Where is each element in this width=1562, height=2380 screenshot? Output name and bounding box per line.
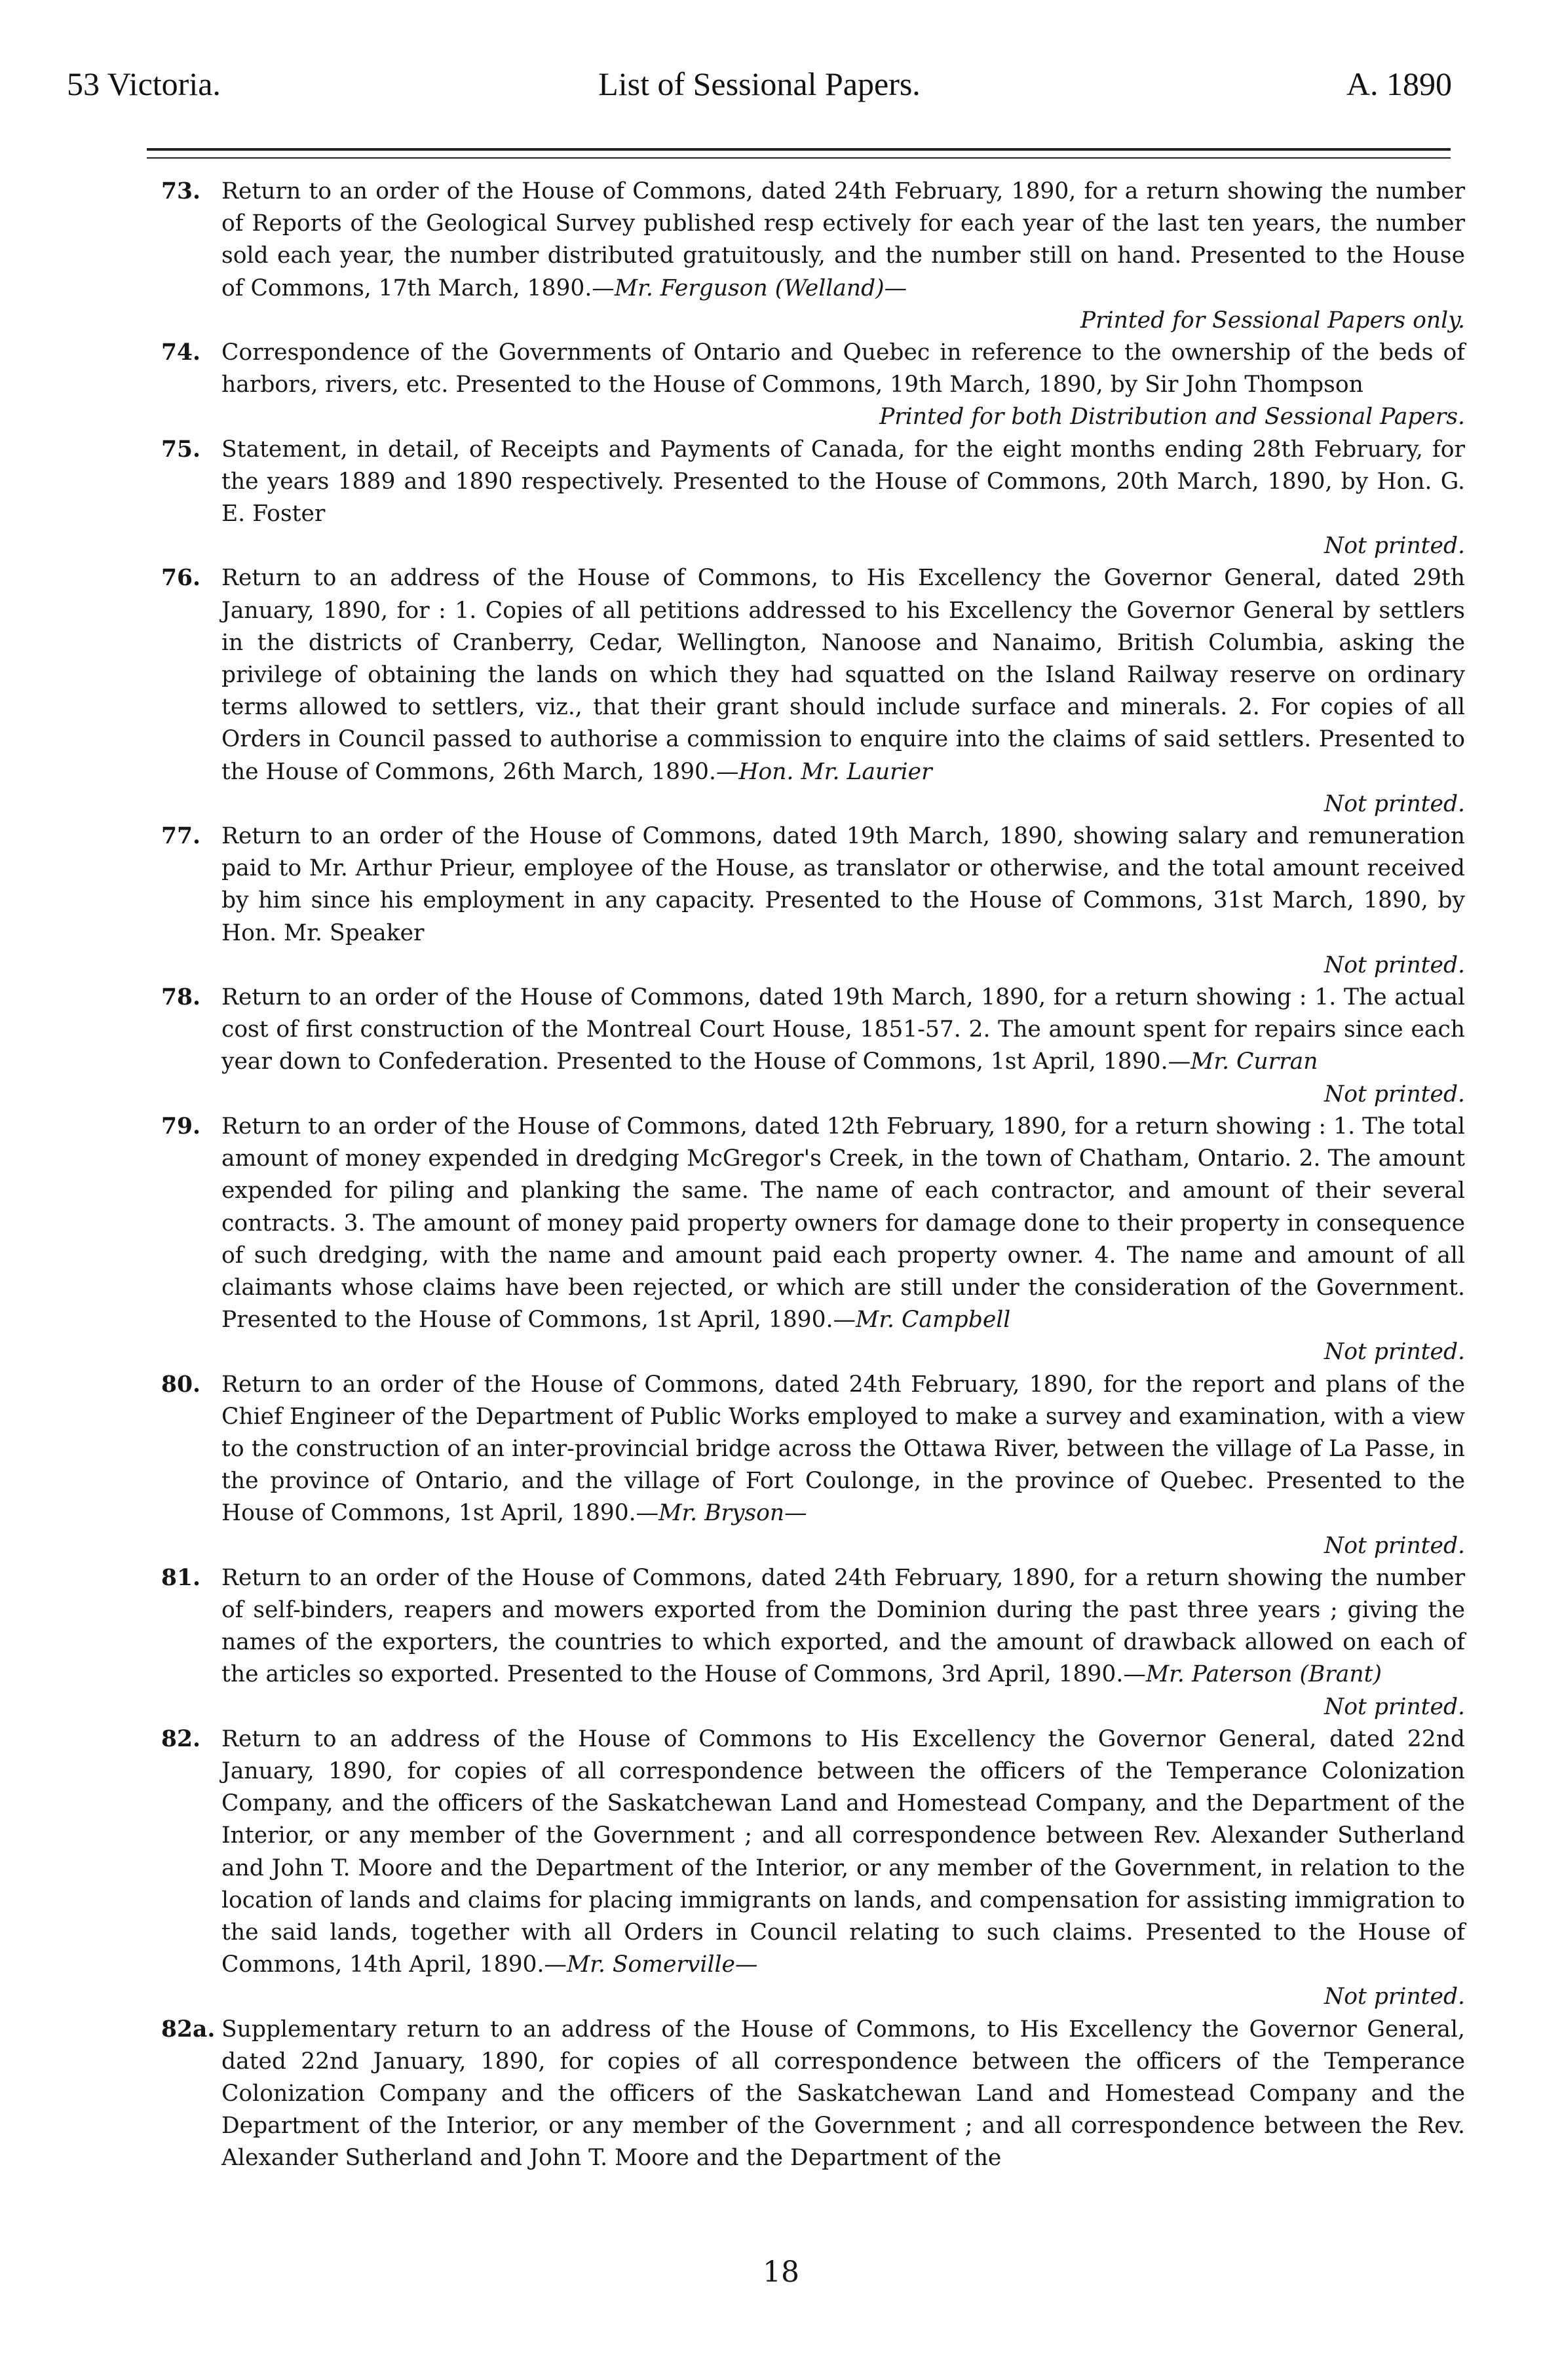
- header-session: 53 Victoria.: [67, 66, 221, 102]
- entry-body: [221, 176, 1465, 337]
- entry-text: Supplementary return to an address of the House of Commons, to His Excellency the Governor General, dated 22nd January, 1890, for copies of all correspondence between the officers of the Temperance Colonization Company and the officers of the Saskatchewan Land and Homestead Company and the Department of the Interior, or any member of the Government ; and all correspondence between the Rev. Alexander Sutherland and John T. Moore and the Department of the: [221, 2016, 1465, 2172]
- entry-text: Return to an order of the House of Commons, dated 24th February, 1890, for the report and plans of the Chief Engineer of the Department of Public Works employed to make a survey and examination, with a view to the construction of an inter-provincial bridge across the Ottawa River, between the village of La Passe, in the province of Ontario, and the village of Fort Coulonge, in the province of Quebec. Presented to the House of Commons, 1st April, 1890.—: [221, 1371, 1465, 1527]
- header-rule-thin: [147, 157, 1451, 159]
- entry-status: Not printed.: [1324, 1081, 1465, 1107]
- entry-text: Return to an order of the House of Commons, dated 19th March, 1890, for a return showing : 1. The actual cost of first construction of the Montreal Court House, 1851-57. 2. The amount spent for repairs since each year down to Confederation. Presented to the House of Commons, 1st April, 1890.—: [221, 984, 1465, 1075]
- header-year: A. 1890: [1346, 66, 1452, 102]
- entry-status: Not printed.: [1324, 1532, 1465, 1559]
- running-header: [67, 58, 1452, 110]
- entry-text: Return to an order of the House of Commons, dated 24th February, 1890, for a return showing the number of self-binders, reapers and mowers exported from the Dominion during the past three years ; giving the names of the exporters, the countries to which exported, and the amount of drawback allowed on each of the articles so exported. Presented to the House of Commons, 3rd April, 1890.—: [221, 1564, 1465, 1688]
- entry-status: Not printed.: [1324, 1693, 1465, 1720]
- entry-mover: Mr. Paterson (Brant): [1145, 1661, 1382, 1688]
- sessional-paper-entry: [161, 434, 1465, 563]
- entry-body: [221, 434, 1465, 563]
- entry-text: Return to an address of the House of Commons to His Excellency the Governor General, dated 22nd January, 1890, for copies of all correspondence between the officers of the Temperance Colonization Company, and the officers of the Saskatchewan Land and Homestead Company, and the Department of the Interior, or any member of the Government ; and all correspondence between Rev. Alexander Sutherland and John T. Moore and the Department of the Interior, or any member of the Government, in relation to the location of lands and claims for placing immigrants on lands, and compensation for assisting immigration to the said lands, together with all Orders in Council relating to such claims. Presented to the House of Commons, 14th April, 1890.—: [221, 1725, 1465, 1978]
- entry-body: [221, 2014, 1465, 2175]
- header-rule-thick: [147, 148, 1451, 151]
- entry-mover: Mr. Campbell: [856, 1307, 1011, 1334]
- entry-text: Statement, in detail, of Receipts and Payments of Canada, for the eight months ending 28th February, for the years 1889 and 1890 respectively. Presented to the House of Commons, 20th March, 1890, by Hon. G. E. Foster: [221, 436, 1465, 528]
- entry-mover: Mr. Somerville—: [566, 1951, 758, 1978]
- sessional-paper-entry: [161, 337, 1465, 434]
- entry-number: 74.: [161, 339, 201, 366]
- page-number: 18: [763, 2255, 799, 2289]
- header-title: List of Sessional Papers.: [598, 66, 921, 102]
- entry-body: [221, 982, 1465, 1111]
- sessional-paper-entry: [161, 1562, 1465, 1723]
- entry-status: Not printed.: [1324, 1984, 1465, 2010]
- sessional-paper-entry: [161, 982, 1465, 1111]
- entry-status: Not printed.: [1324, 951, 1465, 978]
- entry-status: Not printed.: [1324, 790, 1465, 817]
- entry-status: Printed for Sessional Papers only.: [1080, 307, 1465, 334]
- sessional-paper-entry: [161, 1111, 1465, 1369]
- entry-number: 76.: [161, 565, 201, 592]
- sessional-paper-entry: [161, 2014, 1465, 2175]
- entry-text: Return to an order of the House of Commons, dated 12th February, 1890, for a return showing : 1. The total amount of money expended in dredging McGregor's Creek, in the town of Chatham, Ontario. 2. The amount expended for piling and planking the same. The name of each contractor, and amount of their several contracts. 3. The amount of money paid property owners for damage done to their property in consequence of such dredging, with the name and amount paid each property owner. 4. The name and amount of all claimants whose claims have been rejected, or which are still under the consideration of the Government. Presented to the House of Commons, 1st April, 1890.—: [221, 1113, 1465, 1334]
- entry-status: Not printed.: [1324, 533, 1465, 560]
- entry-body: [221, 1111, 1465, 1369]
- entry-body: [221, 1369, 1465, 1562]
- sessional-paper-entry: [161, 1369, 1465, 1562]
- entry-body: [221, 1723, 1465, 2014]
- entry-number: 82.: [161, 1725, 201, 1752]
- entry-text: Return to an order of the House of Commons, dated 24th February, 1890, for a return showing the number of Reports of the Geological Survey published resp ectively for each year of the last ten years, the number sold each year, the number distributed gratuitously, and the number still on hand. Presented to the House of Commons, 17th March, 1890.—: [221, 178, 1465, 301]
- entry-body: [221, 337, 1465, 434]
- entry-mover: Mr. Curran: [1191, 1048, 1318, 1075]
- entry-text: Correspondence of the Governments of Ontario and Quebec in reference to the ownership of the beds of harbors, rivers, etc. Presented to the House of Commons, 19th March, 1890, by Sir John Thompson: [221, 339, 1465, 398]
- sessional-paper-entry: [161, 1723, 1465, 2014]
- entry-number: 79.: [161, 1113, 201, 1140]
- entry-mover: Hon. Mr. Laurier: [738, 758, 932, 785]
- entry-status: Printed for both Distribution and Sessional Papers.: [879, 404, 1465, 431]
- entry-number: 80.: [161, 1371, 201, 1398]
- entry-number: 81.: [161, 1564, 201, 1591]
- entry-number: 75.: [161, 436, 201, 463]
- entry-body: [221, 1562, 1465, 1723]
- entry-number: 73.: [161, 178, 201, 204]
- entry-body: [221, 562, 1465, 820]
- sessional-papers-list: [161, 176, 1465, 2175]
- entry-mover: Mr. Ferguson (Welland)—: [614, 275, 907, 301]
- entry-mover: Mr. Bryson—: [658, 1500, 807, 1527]
- entry-number: 78.: [161, 984, 201, 1011]
- entry-number: 77.: [161, 823, 201, 850]
- entry-text: Return to an order of the House of Commons, dated 19th March, 1890, showing salary and remuneration paid to Mr. Arthur Prieur, employee of the House, as translator or otherwise, and the total amount received by him since his employment in any capacity. Presented to the House of Commons, 31st March, 1890, by Hon. Mr. Speaker: [221, 823, 1465, 946]
- entry-number: 82a.: [161, 2016, 216, 2043]
- sessional-paper-entry: [161, 176, 1465, 337]
- entry-body: [221, 820, 1465, 982]
- sessional-paper-entry: [161, 820, 1465, 982]
- sessional-paper-entry: [161, 562, 1465, 820]
- entry-text: Return to an address of the House of Commons, to His Excellency the Governor General, dated 29th January, 1890, for : 1. Copies of all petitions addressed to his Excellency the Governor General by settlers in the districts of Cranberry, Cedar, Wellington, Nanoose and Nanaimo, British Columbia, asking the privilege of obtaining the lands on which they had squatted on the Island Railway reserve on ordinary terms allowed to settlers, viz., that their grant should include surface and minerals. 2. For copies of all Orders in Council passed to authorise a commission to enquire into the claims of said settlers. Presented to the House of Commons, 26th March, 1890.—: [221, 565, 1465, 785]
- entry-status: Not printed.: [1324, 1339, 1465, 1366]
